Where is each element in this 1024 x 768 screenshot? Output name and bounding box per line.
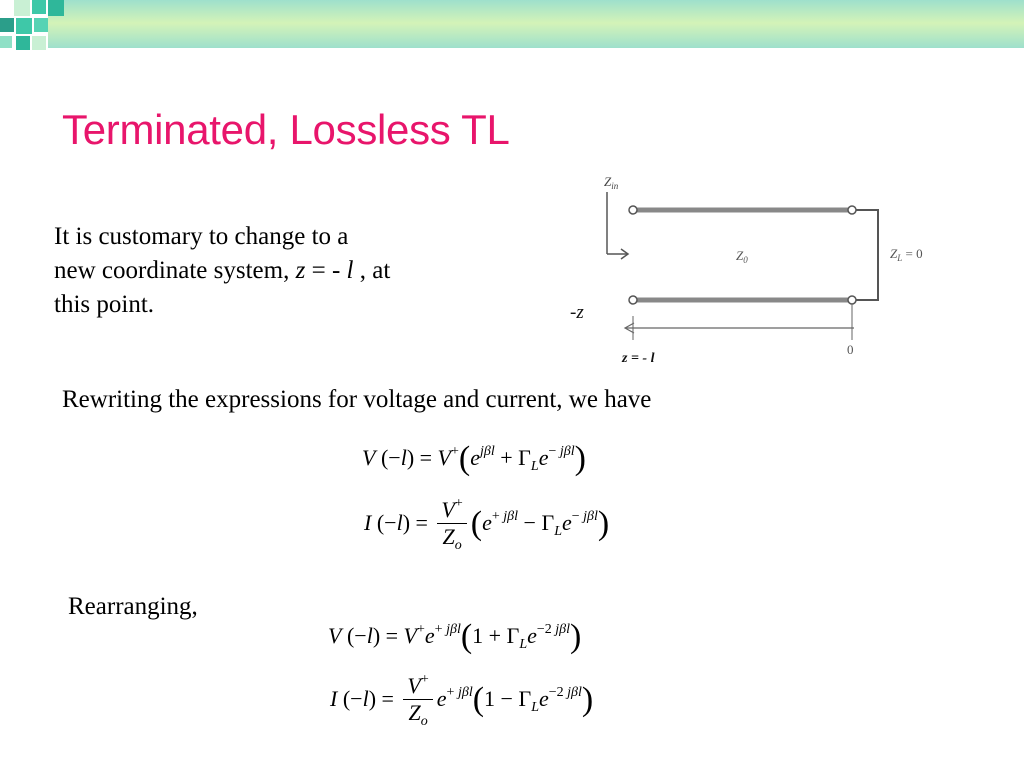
intro-paragraph — [54, 218, 524, 324]
intro-line-3: this point. — [54, 291, 155, 318]
equation-current-1: I (−l) = $\frac{V^+}{Z_o}$ $(e^{+ j\beta l} - \Gamma_Le^{- j\beta l})$ — [364, 496, 610, 553]
equation-current-2: I (−l) = $\frac{V^+}{Z_o}$ $e^{+ j\beta l}(1 - \Gamma_Le^{-2 j\beta l})$ — [330, 672, 594, 729]
intro-line-2 — [54, 256, 524, 286]
z-equals-neg-l-label: z = - l — [622, 351, 655, 366]
neg-z-label: -z — [570, 302, 584, 323]
header-bar — [0, 0, 1024, 48]
rearranging-label: Rearranging, — [68, 593, 198, 620]
z0-label: $Z_0$ — [736, 248, 748, 265]
zin-label: $Z_{in}$ — [604, 174, 619, 191]
transmission-line-diagram — [560, 168, 940, 368]
equation-voltage-1: V $(-l) = V^+(e^{j\beta l} + \Gamma_Le^{- j\beta l})$ — [362, 440, 586, 477]
intro-line-1: It is customary to change to a — [54, 223, 349, 250]
intro-line-2-text: new coordinate system, — [54, 257, 296, 284]
intro-line-2-tail: , at — [353, 257, 391, 284]
equation-voltage-2: V $(-l) = V^+e^{+ j\beta l}(1 + \Gamma_Le^{-2 j\beta l})$ — [328, 618, 582, 655]
zero-label: 0 — [847, 342, 854, 357]
slide-title: Terminated, Lossless TL — [62, 106, 510, 153]
intro-z-var: z — [295, 257, 306, 284]
intro-equals: = - — [305, 257, 347, 284]
rewriting-sentence: Rewriting the expressions for voltage and current, we have — [62, 386, 652, 413]
zl-label: $Z_L = 0$ — [890, 246, 923, 263]
header-checkmark-squares-icon — [0, 0, 80, 64]
header-gradient-band — [48, 0, 1024, 48]
intro-l-var: l — [346, 257, 354, 284]
